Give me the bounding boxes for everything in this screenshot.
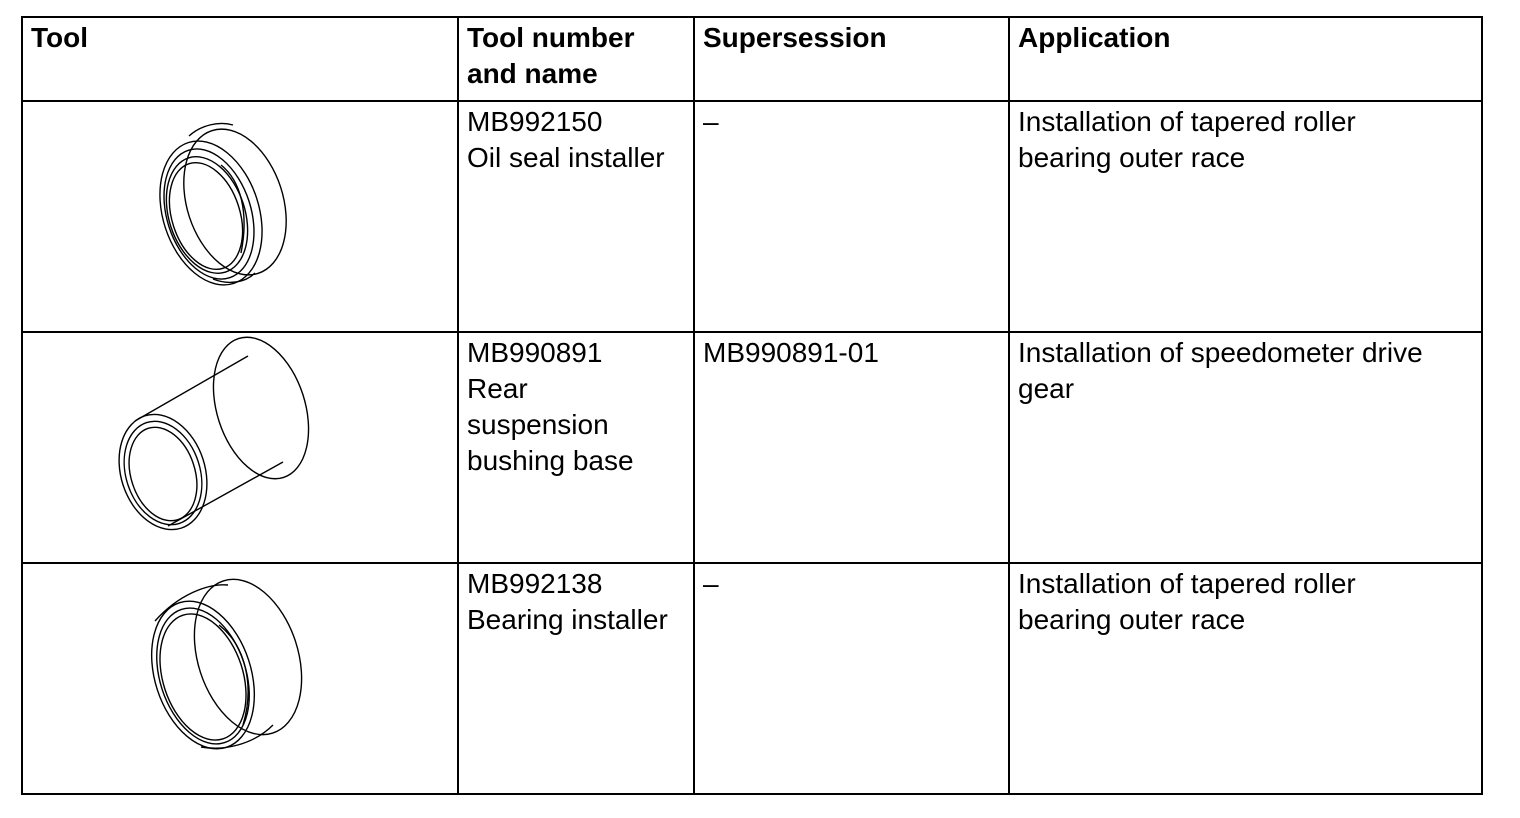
supersession-value: MB990891-01: [703, 337, 879, 368]
application-cell: [1009, 563, 1482, 794]
tool-number: MB992138: [467, 568, 603, 599]
supersession-cell: [694, 101, 1009, 332]
application-value: Installation of speedometer drive gear: [1018, 337, 1423, 404]
tool-name: Rear suspension bushing base: [467, 373, 634, 476]
header-tool-number-and-name: Tool number and name: [458, 17, 694, 101]
supersession-value: –: [703, 106, 719, 137]
table-row: [22, 563, 1482, 794]
application-cell: [1009, 101, 1482, 332]
bearing-installer-drawing: [23, 565, 457, 792]
tool-name: Bearing installer: [467, 604, 668, 635]
supersession-value: –: [703, 568, 719, 599]
tool-number: MB992150: [467, 106, 603, 137]
header-tool: Tool: [22, 17, 458, 101]
tool-number: MB990891: [467, 337, 603, 368]
tool-image-cell: [22, 332, 458, 563]
tool-number-and-name-cell: [458, 332, 694, 563]
application-value: Installation of tapered roller bearing outer race: [1018, 106, 1356, 173]
table-row: [22, 101, 1482, 332]
application-value: Installation of tapered roller bearing outer race: [1018, 568, 1356, 635]
supersession-cell: [694, 563, 1009, 794]
tool-number-and-name-cell: [458, 563, 694, 794]
rear-suspension-bushing-base-drawing: [23, 334, 457, 561]
header-application: Application: [1009, 17, 1482, 101]
tool-number-and-name-cell: [458, 101, 694, 332]
special-tools-table: [21, 16, 1483, 795]
tool-image-cell: [22, 563, 458, 794]
table-row: [22, 332, 1482, 563]
table-header-row: [22, 17, 1482, 101]
supersession-cell: [694, 332, 1009, 563]
oil-seal-installer-drawing: [23, 103, 457, 330]
header-supersession: Supersession: [694, 17, 1009, 101]
tool-name: Oil seal installer: [467, 142, 665, 173]
application-cell: [1009, 332, 1482, 563]
tool-image-cell: [22, 101, 458, 332]
